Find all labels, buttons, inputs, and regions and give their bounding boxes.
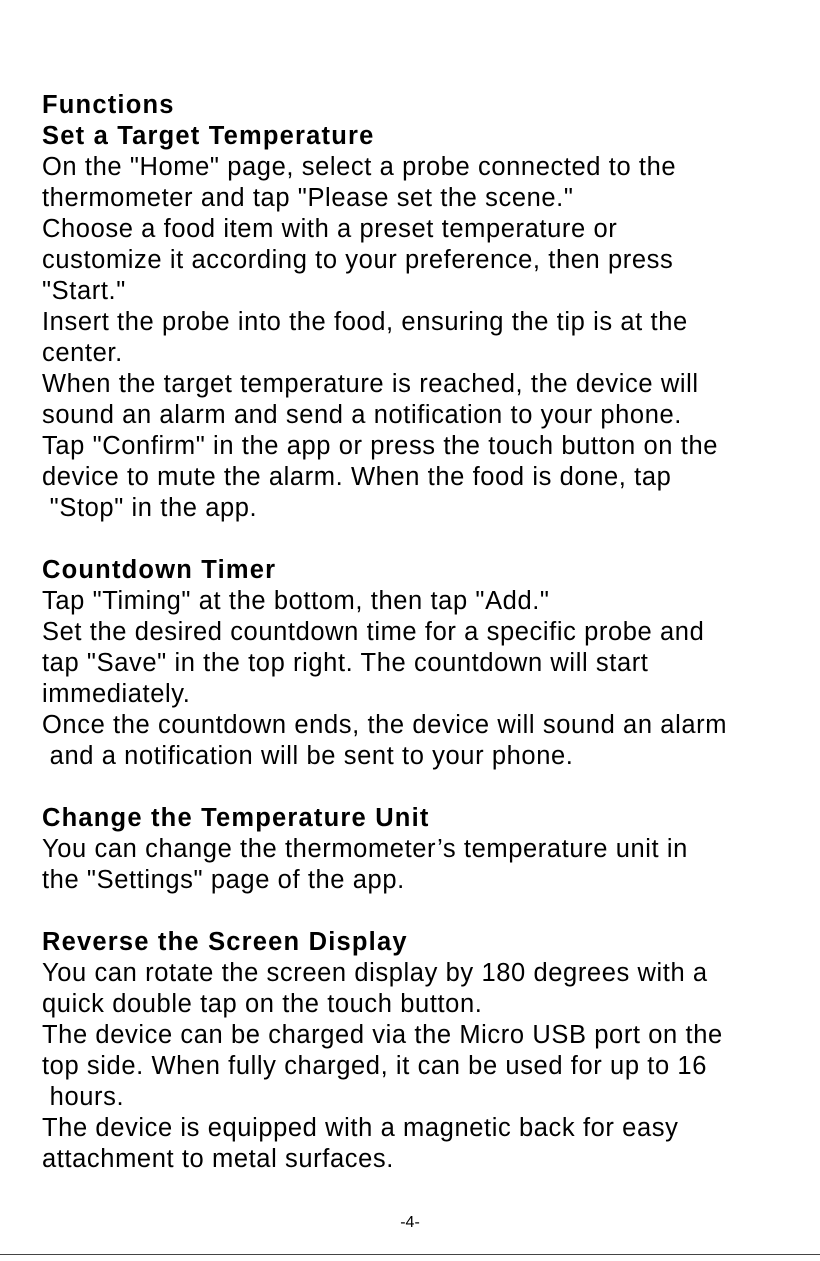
- section-heading-screen-display: Reverse the Screen Display: [42, 928, 408, 956]
- paragraph-line: The device is equipped with a magnetic back for easy: [42, 1114, 679, 1142]
- paragraph-line: Once the countdown ends, the device will sound an alarm: [42, 711, 728, 739]
- paragraph-line: thermometer and tap "Please set the scene.": [42, 184, 574, 212]
- section-spacer: [42, 772, 812, 803]
- paragraph-line: sound an alarm and send a notification to your phone.: [42, 401, 682, 429]
- paragraph-line: You can rotate the screen display by 180 degrees with a: [42, 959, 708, 987]
- section-heading-temperature-unit: Change the Temperature Unit: [42, 804, 430, 832]
- paragraph-line: quick double tap on the touch button.: [42, 990, 483, 1018]
- paragraph-line: attachment to metal surfaces.: [42, 1145, 394, 1173]
- paragraph-line: device to mute the alarm. When the food is done, tap: [42, 463, 672, 491]
- section-spacer: [42, 896, 812, 927]
- paragraph-line: the "Settings" page of the app.: [42, 866, 405, 894]
- page-content: [42, 90, 812, 1175]
- section-heading-countdown-timer: Countdown Timer: [42, 556, 277, 584]
- page-number: -4-: [400, 1214, 420, 1231]
- paragraph-line: Insert the probe into the food, ensuring the tip is at the: [42, 308, 688, 336]
- paragraph-line: When the target temperature is reached, the device will: [42, 370, 699, 398]
- paragraph-line: You can change the thermometer’s temperature unit in: [42, 835, 688, 863]
- section-spacer: [42, 524, 812, 555]
- paragraph-line: hours.: [42, 1083, 125, 1111]
- paragraph-line: "Start.": [42, 277, 126, 305]
- paragraph-line: Tap "Confirm" in the app or press the touch button on the: [42, 432, 719, 460]
- paragraph-line: Tap "Timing" at the bottom, then tap "Add.": [42, 587, 550, 615]
- bottom-divider: [0, 1254, 820, 1255]
- paragraph-line: center.: [42, 339, 123, 367]
- paragraph-line: tap "Save" in the top right. The countdown will start: [42, 649, 649, 677]
- paragraph-line: Set the desired countdown time for a specific probe and: [42, 618, 705, 646]
- paragraph-line: "Stop" in the app.: [42, 494, 258, 522]
- paragraph-line: top side. When fully charged, it can be used for up to 16: [42, 1052, 708, 1080]
- page-title: Functions: [42, 91, 175, 119]
- paragraph-line: immediately.: [42, 680, 191, 708]
- paragraph-line: Choose a food item with a preset temperature or: [42, 215, 618, 243]
- paragraph-line: and a notification will be sent to your phone.: [42, 742, 574, 770]
- paragraph-line: On the "Home" page, select a probe connected to the: [42, 153, 677, 181]
- section-heading-target-temperature: Set a Target Temperature: [42, 122, 375, 150]
- paragraph-line: customize it according to your preference, then press: [42, 246, 674, 274]
- paragraph-line: The device can be charged via the Micro USB port on the: [42, 1021, 723, 1049]
